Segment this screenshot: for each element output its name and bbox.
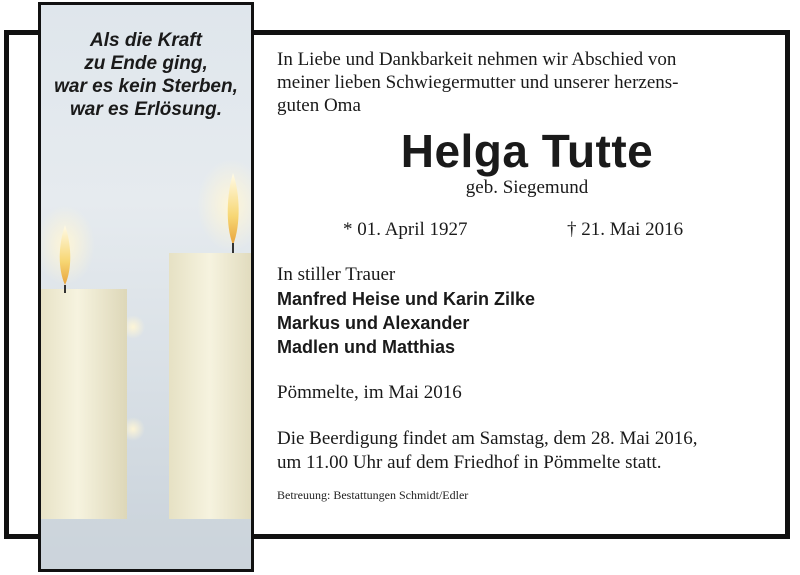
flame-glow (197, 159, 251, 251)
intro-text (277, 48, 777, 117)
quote (41, 29, 251, 121)
quote-line: zu Ende ging, (84, 53, 208, 74)
left-wick (64, 285, 66, 293)
right-wick (232, 243, 234, 253)
mourner-name: Madlen und Matthias (277, 337, 456, 357)
table-reflection (41, 519, 251, 569)
candles-photo (38, 2, 254, 572)
intro-line: meiner lieben Schwiegermutter und unserer herzens- (277, 72, 679, 93)
quote-line: war es Erlösung. (69, 99, 223, 120)
mourner-name: Markus und Alexander (277, 313, 470, 333)
funeral-line: um 11.00 Uhr auf dem Friedhof in Pömmelte statt. (277, 452, 662, 473)
birth-date: * 01. April 1927 (343, 219, 468, 240)
intro-line: guten Oma (277, 95, 361, 116)
left-candle (41, 289, 127, 519)
funeral-line: Die Beerdigung findet am Samstag, dem 28. Mai 2016, (277, 428, 698, 449)
mourner-name: Manfred Heise und Karin Zilke (277, 289, 536, 309)
funeral-home-credit: Betreuung: Bestattungen Schmidt/Edler (277, 488, 469, 502)
mourners (277, 263, 777, 359)
right-candle (169, 253, 251, 519)
quote-line: Als die Kraft (90, 30, 202, 51)
deceased-name: Helga Tutte (400, 125, 654, 177)
quote-line: war es kein Sterben, (54, 76, 238, 97)
notice-text (277, 48, 777, 503)
life-dates (277, 219, 777, 245)
death-date: † 21. Mai 2016 (567, 219, 684, 240)
mourning-lead: In stiller Trauer (277, 264, 396, 285)
place-date: Pömmelte, im Mai 2016 (277, 382, 462, 403)
funeral-info (277, 427, 777, 475)
intro-line: In Liebe und Dankbarkeit nehmen wir Abschied von (277, 49, 677, 70)
birth-name: geb. Siegemund (465, 177, 589, 198)
